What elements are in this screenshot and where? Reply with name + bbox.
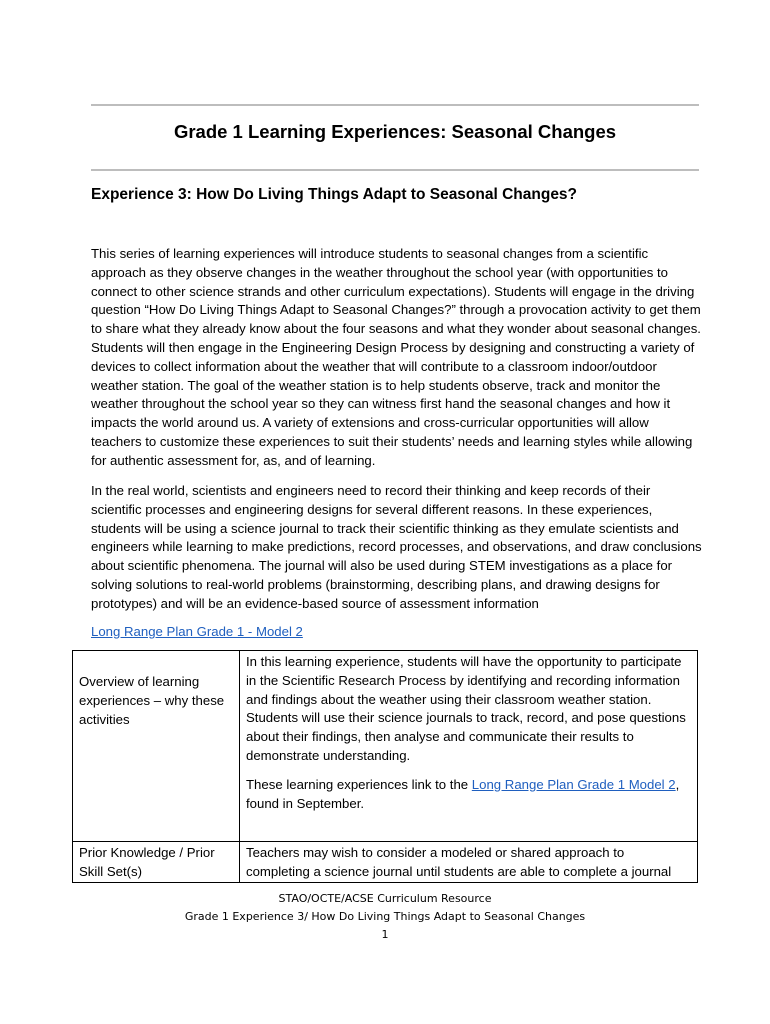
prior-knowledge-text: Teachers may wish to consider a modeled or shared approach to completing a science journal until students are able to complete a journal (240, 842, 698, 883)
table-row (73, 842, 698, 883)
experience-heading: Experience 3: How Do Living Things Adapt to Seasonal Changes? (91, 186, 578, 203)
journal-paragraph: In the real world, scientists and engineers need to record their thinking and keep records of their scientific processes and engineering designs for several different reasons. In these experiences, students will be using a science journal to track their scientific thinking as they emulate scientists and engineers while learning to make predictions, record processes, and observations, and draw conclusions about scientific phenomena. The journal will also be used during STEM investigations as a place for solving solutions to real-world problems (brainstorming, describing plans, and drawing designs for prototypes) and will be an evidence-based source of assessment information (91, 483, 702, 611)
learning-experience-table (72, 650, 698, 883)
table-row (73, 651, 698, 842)
page-number: 1 (381, 928, 389, 941)
document-title: Grade 1 Learning Experiences: Seasonal Changes (173, 121, 617, 142)
footer-title-line: Grade 1 Experience 3/ How Do Living Things Adapt to Seasonal Changes (184, 910, 586, 923)
table-row-label: Overview of learning experiences – why these activities (73, 651, 240, 842)
long-range-plan-link[interactable]: Long Range Plan Grade 1 - Model 2 (91, 624, 303, 639)
footer-resource-line: STAO/OCTE/ACSE Curriculum Resource (278, 892, 492, 905)
table-row-label: Prior Knowledge / Prior Skill Set(s) (73, 842, 240, 883)
intro-paragraph: This series of learning experiences will introduce students to seasonal changes from a scientific approach as they observe changes in the weather throughout the school year (with opportunities to connect to other science strands and other curriculum expectations). Students will engage in the driving question “How Do Living Things Adapt to Seasonal Changes?” through a provocation activity to get them to share what they already know about the four seasons and what they wonder about seasonal changes. Students will then engage in the Engineering Design Process by designing and constructing a variety of devices to collect information about the weather that will contribute to a classroom indoor/outdoor weather station. The goal of the weather station is to help students observe, track and monitor the weather throughout the school year so they can witness first hand the seasonal changes and how it impacts the world around us. A variety of extensions and cross-curricular opportunities will allow teachers to customize these experiences to suit their students’ needs and learning styles while allowing for authentic assessment for, as, and of learning. (91, 246, 701, 468)
overview-text: In this learning experience, students will have the opportunity to participate in the Scientific Research Process by identifying and recording information and findings about the weather using their classroom weather station. Students will use their science journals to track, record, and pose questions about their findings, then analyse and communicate their results to demonstrate understanding. (246, 654, 686, 763)
long-range-plan-model-link[interactable]: Long Range Plan Grade 1 Model 2 (471, 776, 676, 792)
title-top-rule (91, 104, 699, 106)
link-sentence-suffix: , found in September. (246, 776, 680, 811)
overview-link-sentence (246, 776, 691, 814)
link-sentence-prefix: These learning experiences link to the (246, 776, 472, 792)
title-bottom-rule (91, 169, 699, 171)
table-row-content (240, 651, 698, 842)
